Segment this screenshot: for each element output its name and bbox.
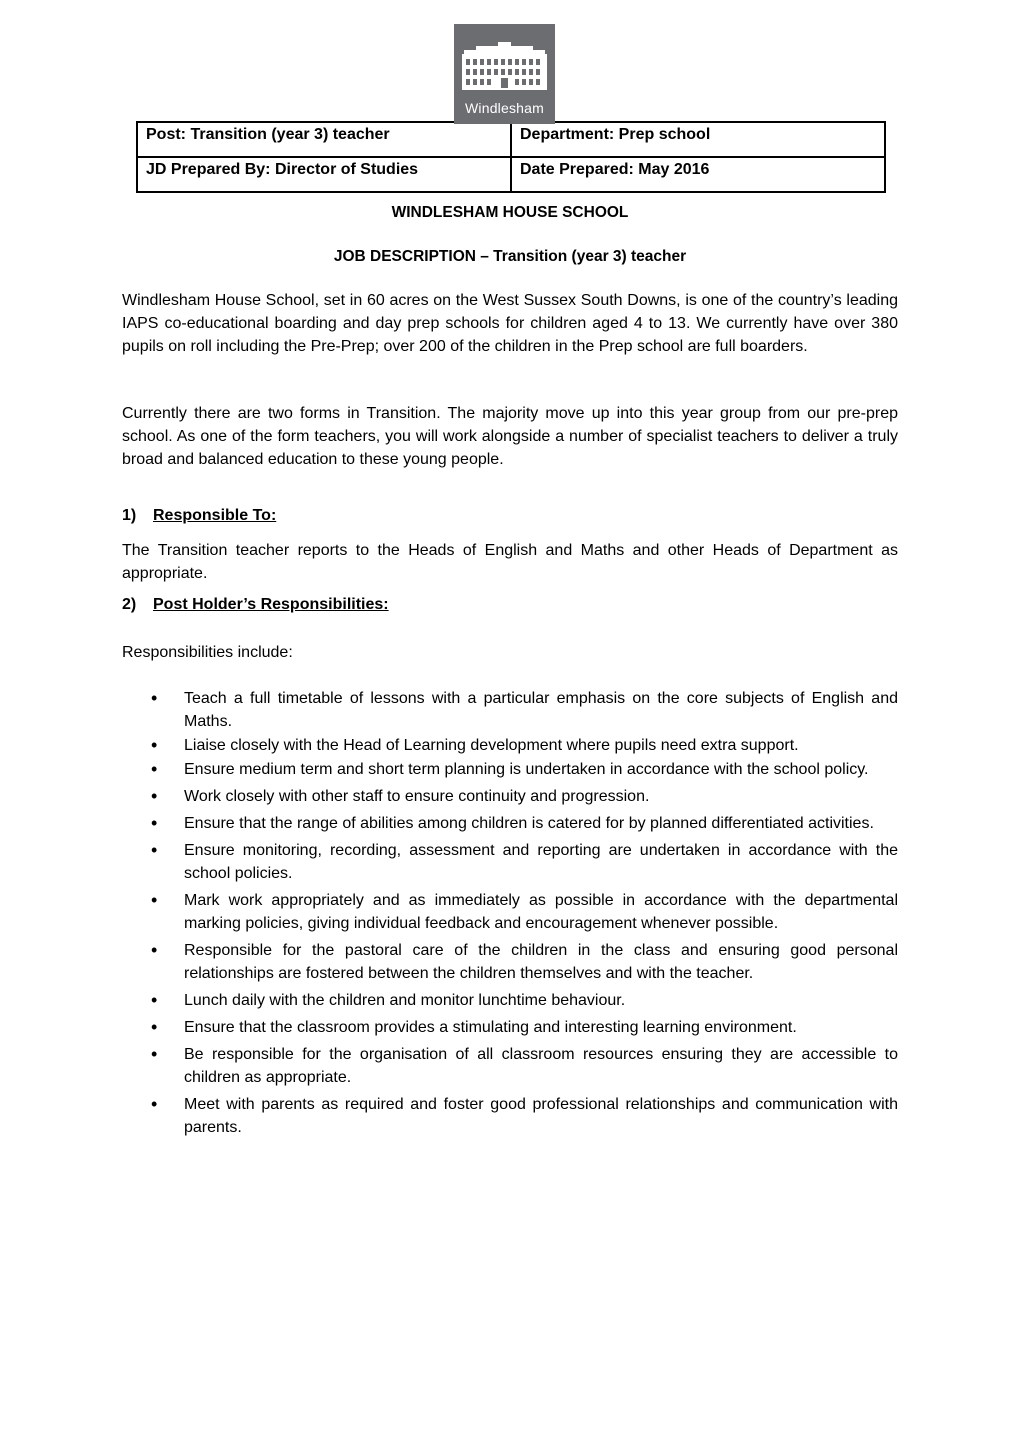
prepared-by-cell: JD Prepared By: Director of Studies [137, 157, 511, 192]
section-number: 1) [122, 507, 137, 524]
list-item: • Be responsible for the organisation of all classroom resources ensuring they are accessible to children as appropriate. [122, 1043, 898, 1089]
list-item: • Liaise closely with the Head of Learning development where pupils need extra support. [122, 734, 898, 757]
section-label: Post Holder’s Responsibilities: [153, 596, 389, 613]
list-item: • Meet with parents as required and foster good professional relationships and communication with parents. [122, 1093, 898, 1139]
list-item: • Mark work appropriately and as immediately as possible in accordance with the departmental marking policies, giving individual feedback and encouragement whenever possible. [122, 889, 898, 935]
section-1-heading [122, 507, 276, 525]
list-item: • Ensure monitoring, recording, assessment and reporting are undertaken in accordance with the school policies. [122, 839, 898, 885]
intro-paragraph-1: Windlesham House School, set in 60 acres on the West Sussex South Downs, is one of the country’s leading IAPS co-educational boarding and day prep schools for children aged 4 to 13. We currently have over 380 pupils on roll including the Pre-Prep; over 200 of the children in the Prep school are full boarders. [122, 292, 898, 355]
section-label: Responsible To: [153, 507, 277, 524]
job-title: JOB DESCRIPTION – Transition (year 3) teacher [333, 248, 687, 265]
post-cell: Post: Transition (year 3) teacher [137, 122, 511, 157]
section-number: 2) [122, 596, 137, 613]
list-item: • Teach a full timetable of lessons with a particular emphasis on the core subjects of English and Maths. [122, 687, 898, 733]
school-logo [454, 24, 555, 124]
list-item: • Lunch daily with the children and monitor lunchtime behaviour. [122, 989, 898, 1012]
responsibilities-intro: Responsibilities include: [122, 644, 293, 661]
list-item: • Ensure that the range of abilities among children is catered for by planned differentiated activities. [122, 812, 898, 835]
section-1-text: The Transition teacher reports to the Heads of English and Maths and other Heads of Department as appropriate. [122, 542, 898, 582]
list-item: • Ensure medium term and short term planning is undertaken in accordance with the school policy. [122, 758, 898, 781]
school-building-icon [454, 24, 555, 104]
job-info-table [136, 121, 886, 193]
list-item: • Ensure that the classroom provides a stimulating and interesting learning environment. [122, 1016, 898, 1039]
department-cell: Department: Prep school [511, 122, 885, 157]
responsibilities-list [122, 687, 898, 1140]
table-row [137, 157, 885, 192]
list-item: • Responsible for the pastoral care of the children in the class and ensuring good personal relationships are fostered between the children themselves and with the teacher. [122, 939, 898, 985]
date-prepared-cell: Date Prepared: May 2016 [511, 157, 885, 192]
school-title: WINDLESHAM HOUSE SCHOOL [391, 204, 629, 221]
intro-paragraph-2: Currently there are two forms in Transition. The majority move up into this year group from our pre-prep school. As one of the form teachers, you will work alongside a number of specialist teachers to deliver a truly broad and balanced education to these young people. [122, 405, 898, 468]
list-item: • Work closely with other staff to ensure continuity and progression. [122, 785, 898, 808]
table-row [137, 122, 885, 157]
section-2-heading [122, 596, 389, 614]
logo-wordmark: Windlesham [464, 100, 545, 116]
